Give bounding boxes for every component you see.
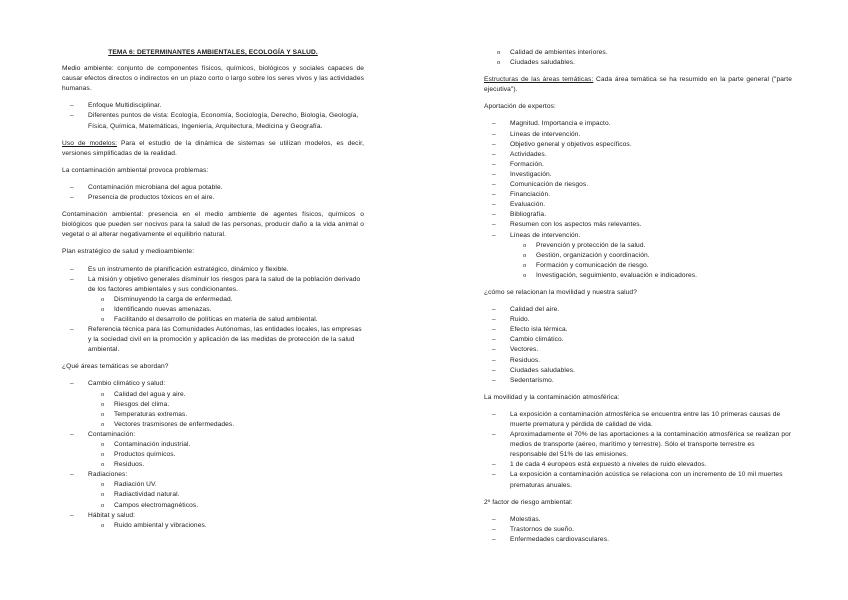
list-item-text: Formación. — [510, 160, 544, 168]
dash-bullet-icon: – — [70, 112, 74, 120]
list-item-text: Comunicación de riesgos. — [510, 181, 589, 189]
sub-list-item — [88, 315, 364, 325]
left-column — [62, 48, 364, 538]
sub-list-item — [510, 271, 792, 281]
right-column — [484, 48, 792, 552]
sub-list-item-text: Disminuyendo la carga de enfermedad. — [114, 295, 233, 303]
sub-list — [88, 521, 364, 531]
uso-modelos-heading: Uso de modelos: — [62, 139, 118, 147]
dash-bullet-icon: – — [492, 336, 496, 344]
sub-list-item-text: Ciudades saludables. — [510, 59, 576, 67]
sub-list-item-text: Radiación UV. — [114, 481, 157, 489]
contaminacion-problemas-heading: La contaminación ambiental provoca problemas: — [62, 166, 209, 174]
sub-list — [88, 480, 364, 510]
circle-bullet-icon: o — [101, 391, 105, 398]
list-item-text: Ruido. — [510, 316, 530, 324]
uso-modelos-text: Para el estudio de la dinámica de sistemas se utilizan modelos, es decir, versiones simplificadas de la realidad. — [62, 139, 364, 157]
sub-list — [510, 241, 792, 281]
list-item-text: Contaminación: — [88, 430, 136, 438]
sub-list-item — [88, 400, 364, 410]
sub-list-item — [88, 460, 364, 470]
dash-bullet-icon: – — [492, 211, 496, 219]
sub-list-item-text: Prevención y protección de la salud. — [536, 241, 646, 249]
list-item — [484, 470, 792, 490]
plan-estrategico-list — [62, 265, 364, 356]
dash-bullet-icon: – — [70, 183, 74, 191]
circle-bullet-icon: o — [101, 442, 105, 448]
circle-bullet-icon: o — [101, 401, 105, 408]
list-item-text: Resumen con los aspectos más relevantes. — [510, 221, 642, 229]
habitat-continued-list — [484, 48, 792, 68]
circle-bullet-icon: o — [523, 252, 527, 259]
sub-list-item-text: Ruido ambiental y vibraciones. — [114, 521, 207, 529]
uso-modelos-paragraph — [62, 139, 364, 159]
list-item — [484, 305, 792, 315]
sub-list-item — [88, 490, 364, 500]
areas-tematicas-list — [62, 379, 364, 530]
estructuras-heading: Estructuras de las áreas temáticas: — [484, 76, 594, 84]
sub-list — [88, 440, 364, 470]
list-item — [62, 265, 364, 275]
sub-list-item — [88, 440, 364, 450]
sub-list-item — [88, 410, 364, 420]
dash-bullet-icon: – — [492, 160, 496, 168]
dash-bullet-icon: – — [492, 221, 496, 229]
circle-bullet-icon: o — [101, 411, 105, 418]
enfoque-list — [62, 101, 364, 131]
list-item-text: Objetivo general y objetivos específicos. — [510, 140, 632, 148]
list-item — [484, 130, 792, 140]
sub-list-item-text: Gestión, organización y coordinación. — [536, 251, 650, 259]
list-item-text: La misión y objetivo generales disminuir los riesgos para la salud de la población derivado de los factores ambientales y sus condicionantes. — [88, 275, 361, 293]
list-item — [484, 345, 792, 355]
list-item-text: Bibliografía. — [510, 211, 547, 219]
dash-bullet-icon: – — [492, 326, 496, 334]
contaminacion-ambiental-definition: Contaminación ambiental: presencia en el medio ambiente de agentes físicos, químicos o biológicos que pueden ser nocivos para la salud de las personas, producir daño a la vida animal o vegetal o al alterar negativamente el equilibrio natural. — [62, 211, 364, 239]
list-item-text: Hábitat y salud: — [88, 511, 136, 519]
sub-list-item-text: Productos químicos. — [114, 451, 176, 459]
sub-list-item — [88, 390, 364, 400]
list-item-text: 1 de cada 4 europeos está expuesto a niveles de ruido elevados. — [510, 461, 707, 469]
list-item-text: Enfoque Multidisciplinar. — [88, 102, 162, 110]
list-item — [484, 200, 792, 210]
list-item — [484, 315, 792, 325]
circle-bullet-icon: o — [101, 316, 105, 323]
dash-bullet-icon: – — [492, 181, 496, 189]
sub-list-item-text: Campos electromagnéticos. — [114, 501, 199, 509]
areas-tematicas-heading: ¿Qué áreas temáticas se abordan? — [62, 363, 169, 371]
list-item — [62, 183, 364, 193]
list-item-text: La exposición a contaminación acústica se relaciona con un incremento de 10 mil muertes prematuras anuales. — [510, 471, 783, 489]
circle-bullet-icon: o — [101, 462, 105, 469]
plan-estrategico-heading: Plan estratégico de salud y medioambiente: — [62, 248, 195, 256]
dash-bullet-icon: – — [492, 130, 496, 138]
dash-bullet-icon: – — [492, 471, 496, 479]
medio-ambiente-definition: Medio ambiente: conjunto de componentes físicos, químicos, biológicos y sociales capaces de causar efectos directos o indirectos en un plazo corto o largo sobre los seres vivos y las actividades humanas. — [62, 65, 364, 93]
list-item-text: Es un instrumento de planificación estratégico, dinámico y flexible. — [88, 265, 289, 273]
dash-bullet-icon: – — [70, 326, 74, 334]
list-item — [62, 275, 364, 325]
dash-bullet-icon: – — [492, 231, 496, 239]
list-item — [484, 356, 792, 366]
sub-list-item-text: Riesgos del clima. — [114, 400, 170, 408]
dash-bullet-icon: – — [492, 201, 496, 209]
list-item-text: Molestias. — [510, 515, 541, 523]
estructuras-paragraph — [484, 75, 792, 95]
list-item-text: La exposición a contaminación atmosférica se encuentra entre las 10 primeras causas de muerte prematura y pérdida de calidad de vida. — [510, 410, 781, 428]
list-item — [484, 430, 792, 460]
sub-list — [88, 390, 364, 430]
sub-list-item — [88, 305, 364, 315]
list-item-text: Residuos. — [510, 356, 541, 364]
dash-bullet-icon: – — [492, 120, 496, 128]
list-item-text: Diferentes puntos de vista: Ecología, Economía, Sociología, Derecho, Biología, Geología, Física, Química, Matemáticas, Ingeniería, Arquitectura, Medicina y Geografía. — [88, 112, 359, 130]
movilidad-contaminacion-heading: La movilidad y la contaminación atmosférica: — [484, 393, 620, 401]
list-item — [484, 515, 792, 525]
sub-list-item — [88, 420, 364, 430]
list-item-text: Líneas de intervención. — [510, 231, 581, 239]
dash-bullet-icon: – — [70, 511, 74, 519]
list-item — [484, 220, 792, 230]
dash-bullet-icon: – — [492, 316, 496, 324]
circle-bullet-icon: o — [523, 242, 527, 249]
list-item — [62, 111, 364, 131]
list-item — [62, 470, 364, 510]
sub-list-item-text: Calidad de ambientes interiores. — [510, 49, 608, 56]
circle-bullet-icon: o — [497, 60, 501, 67]
circle-bullet-icon: o — [523, 262, 527, 269]
list-item-text: Ciudades saludables. — [510, 366, 576, 374]
dash-bullet-icon: – — [492, 306, 496, 314]
list-item-text: Cambio climático. — [510, 336, 564, 344]
list-item — [484, 535, 792, 545]
list-item — [62, 193, 364, 203]
dash-bullet-icon: – — [492, 150, 496, 158]
aportacion-expertos-heading: Aportación de expertos: — [484, 103, 556, 111]
sub-list — [88, 295, 364, 325]
list-item-text: Presencia de productos tóxicos en el aire. — [88, 194, 215, 202]
list-item — [484, 366, 792, 376]
factor-riesgo-heading: 2º factor de riesgo ambiental: — [484, 498, 573, 506]
list-item — [484, 231, 792, 281]
list-item — [484, 119, 792, 129]
list-item-text: Magnitud. Importancia e impacto. — [510, 120, 611, 128]
dash-bullet-icon: – — [70, 471, 74, 479]
dash-bullet-icon: – — [492, 140, 496, 148]
sub-list-item-text: Temperaturas extremas. — [114, 410, 188, 418]
circle-bullet-icon: o — [101, 502, 105, 509]
sub-list-item-text: Identificando nuevas amenazas. — [114, 305, 212, 313]
aportacion-expertos-list — [484, 119, 792, 281]
list-item — [484, 335, 792, 345]
list-item-text: Trastornos de sueño. — [510, 525, 575, 533]
dash-bullet-icon: – — [70, 380, 74, 388]
sub-list-item — [484, 48, 792, 58]
sub-list-item — [88, 450, 364, 460]
sub-list-item — [510, 261, 792, 271]
dash-bullet-icon: – — [492, 366, 496, 374]
page-title: TEMA 6: DETERMINANTES AMBIENTALES, ECOLOGÍA Y SALUD. — [108, 49, 318, 56]
list-item-text: Efecto isla térmica. — [510, 326, 568, 334]
sub-list-item-text: Facilitando el desarrollo de políticas en materia de salud ambiental. — [114, 315, 318, 323]
dash-bullet-icon: – — [492, 376, 496, 384]
dash-bullet-icon: – — [492, 410, 496, 418]
circle-bullet-icon: o — [101, 306, 105, 313]
circle-bullet-icon: o — [101, 482, 105, 489]
dash-bullet-icon: – — [492, 535, 496, 543]
list-item-text: Enfermedades cardiovasculares. — [510, 535, 610, 543]
sub-list-item — [88, 501, 364, 511]
list-item-text: Contaminación microbiana del agua potable. — [88, 183, 223, 191]
list-item — [484, 180, 792, 190]
list-item — [484, 210, 792, 220]
circle-bullet-icon: o — [101, 492, 105, 499]
list-item-text: Actividades. — [510, 150, 547, 158]
dash-bullet-icon: – — [70, 265, 74, 273]
list-item — [484, 325, 792, 335]
list-item-text: Calidad del aire. — [510, 306, 560, 314]
list-item — [484, 190, 792, 200]
circle-bullet-icon: o — [101, 296, 105, 303]
dash-bullet-icon: – — [70, 102, 74, 110]
list-item-text: Líneas de intervención. — [510, 130, 581, 138]
sub-list-item-text: Vectores trasmisores de enfermedades. — [114, 420, 235, 428]
circle-bullet-icon: o — [101, 452, 105, 459]
list-item — [484, 150, 792, 160]
list-item-text: Sedentarismo. — [510, 376, 554, 384]
sub-list-item-text: Residuos. — [114, 461, 145, 469]
sub-list-item — [510, 241, 792, 251]
movilidad-salud-heading: ¿cómo se relacionan la movilidad y nuestra salud? — [484, 288, 637, 296]
dash-bullet-icon: – — [70, 275, 74, 283]
list-item — [484, 460, 792, 470]
list-item — [484, 410, 792, 430]
list-item-text: Vectores. — [510, 346, 539, 354]
list-item — [484, 170, 792, 180]
sub-list-item-text: Radiactividad natural. — [114, 491, 180, 499]
list-item — [62, 379, 364, 429]
dash-bullet-icon: – — [70, 194, 74, 202]
sub-list-item — [510, 251, 792, 261]
dash-bullet-icon: – — [492, 191, 496, 199]
circle-bullet-icon: o — [101, 522, 105, 529]
sub-list-item-text: Contaminación industrial. — [114, 441, 191, 448]
list-item-text: Financiación. — [510, 191, 551, 199]
list-item — [62, 430, 364, 470]
sub-list-item — [88, 521, 364, 531]
movilidad-contaminacion-list — [484, 410, 792, 491]
estructuras-text: Cada área temática se ha resumido en la parte general ("parte ejecutiva"). — [484, 76, 792, 94]
circle-bullet-icon: o — [523, 272, 527, 279]
dash-bullet-icon: – — [492, 356, 496, 364]
contaminacion-problemas-list — [62, 183, 364, 203]
list-item — [62, 325, 364, 355]
dash-bullet-icon: – — [492, 461, 496, 469]
list-item-text: Radiaciones: — [88, 471, 128, 479]
sub-list-item — [88, 480, 364, 490]
sub-list-item-text: Formación y comunicación de riesgo. — [536, 261, 649, 269]
list-item — [484, 160, 792, 170]
dash-bullet-icon: – — [492, 346, 496, 354]
list-item-text: Cambio climático y salud: — [88, 380, 166, 388]
sub-list-item — [88, 295, 364, 305]
list-item — [484, 525, 792, 535]
list-item — [62, 511, 364, 531]
list-item-text: Evaluación. — [510, 201, 546, 209]
dash-bullet-icon: – — [70, 430, 74, 438]
list-item-text: Investigación. — [510, 170, 552, 178]
sub-list-item-text: Calidad del agua y aire. — [114, 390, 186, 398]
list-item-text: Referencia técnica para las Comunidades Autónomas, las entidades locales, las empresas y la sociedad civil en la promoción y aplicación de las medidas de protección de la salud ambiental. — [88, 326, 362, 354]
dash-bullet-icon: – — [492, 431, 496, 439]
list-item — [62, 101, 364, 111]
list-item-text: Aproximadamente el 70% de las aportaciones a la contaminación atmosférica se realizan por medios de transporte (aéreo, marítimo y terrestre). Sólo el transporte terrestre es responsable del 51% de las emisiones. — [510, 431, 792, 459]
circle-bullet-icon: o — [101, 421, 105, 428]
movilidad-salud-list — [484, 305, 792, 386]
sub-list-item-text: Investigación, seguimiento, evaluación e indicadores. — [536, 271, 698, 279]
dash-bullet-icon: – — [492, 170, 496, 178]
sub-list-item — [484, 58, 792, 68]
list-item — [484, 140, 792, 150]
dash-bullet-icon: – — [492, 515, 496, 523]
circle-bullet-icon: o — [497, 50, 501, 56]
dash-bullet-icon: – — [492, 525, 496, 533]
list-item — [484, 376, 792, 386]
factor-riesgo-list — [484, 515, 792, 545]
